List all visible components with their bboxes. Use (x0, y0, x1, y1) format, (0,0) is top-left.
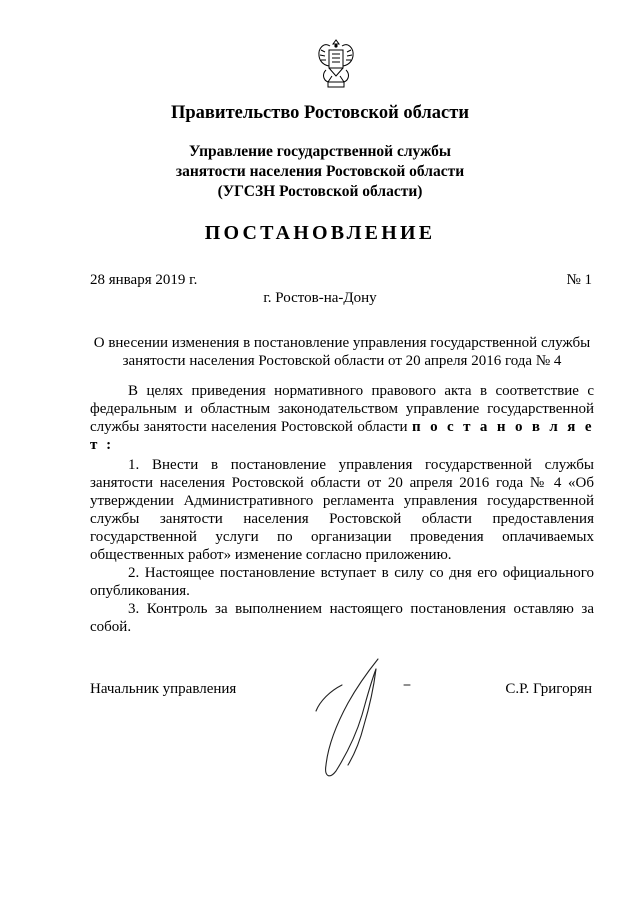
document-city: г. Ростов-на-Дону (263, 290, 377, 306)
department-line: Управление государственной службы (189, 143, 451, 160)
signatory-name: С.Р. Григорян (505, 681, 592, 697)
preamble-emphasis: п о с т а н о в л я е т : (90, 419, 594, 453)
government-title: Правительство Ростовской области (170, 103, 469, 123)
department-name (0, 142, 640, 202)
document-date: 28 января 2019 г. (90, 272, 198, 288)
decree-item: 1. Внести в постановление управления государственной службы занятости населения Ростовской области от 20 апреля 2016 года № 4 «Об утверждении Административного регламента управления государственной службы занятости населения Ростовской области предоставления государственной услуги по организации проведения оплачиваемых общественных работ» изменение согласно приложению. (90, 457, 594, 563)
handwritten-signature (300, 655, 420, 785)
department-line: занятости населения Ростовской области (175, 163, 465, 180)
decree-item: 3. Контроль за выполнением настоящего постановления оставляю за собой. (90, 601, 594, 635)
department-line: (УГСЗН Ростовской области) (217, 183, 423, 200)
coat-of-arms-icon (316, 36, 356, 90)
preamble-text: В целях приведения нормативного правового акта в соответствие с федеральным и областным законодательством управление государственной службы занятости населения Ростовской области (90, 383, 594, 435)
preamble-paragraph (90, 382, 594, 454)
document-subject: О внесении изменения в постановление управления государственной службы занятости населения Ростовской области от 20 апреля 2016 года № 4 (93, 335, 591, 369)
document-type: ПОСТАНОВЛЕНИЕ (204, 222, 436, 244)
decree-items (90, 456, 594, 636)
signatory-position: Начальник управления (90, 681, 237, 697)
document-number: № 1 (566, 272, 592, 288)
decree-item: 2. Настоящее постановление вступает в силу со дня его официального опубликования. (90, 565, 594, 599)
